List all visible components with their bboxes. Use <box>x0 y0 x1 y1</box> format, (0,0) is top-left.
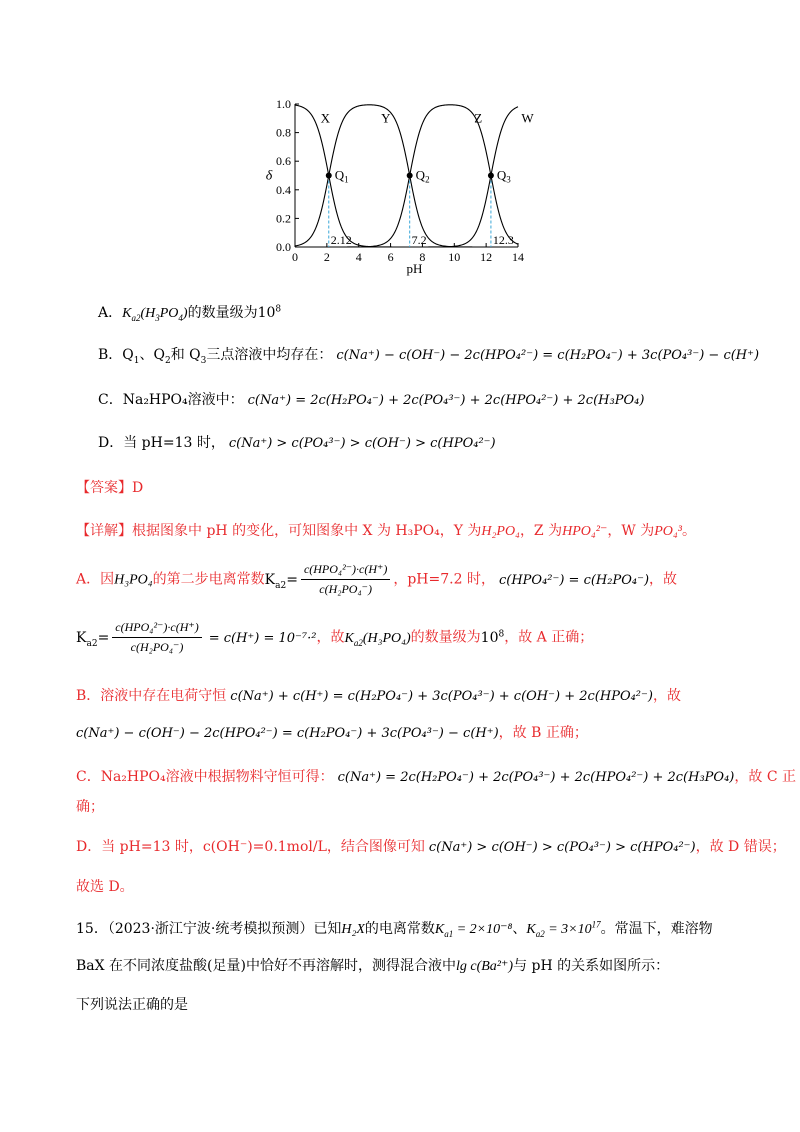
y-tick-label: 0.0 <box>276 240 291 254</box>
option-b-prefix: B． <box>98 347 123 363</box>
series-label-w: W <box>521 110 534 126</box>
q2-point <box>407 173 413 179</box>
expl-a-mag-base: 10 <box>480 629 499 646</box>
expl-a-p6: 的数量级为 <box>410 629 481 646</box>
expl-a-ka-k: K <box>264 571 276 588</box>
expl-d-p2: ，故 D 错误； <box>695 839 786 855</box>
q2-label-sub: 2 <box>425 174 430 185</box>
q15-source: （2023·浙江宁波·统考模拟预测）已知 <box>107 921 342 937</box>
x-axis-label: pH <box>406 261 423 276</box>
expl-b-line2 <box>76 722 588 742</box>
detail-z-species: HPO₄²⁻ <box>562 524 608 539</box>
q1-point <box>326 173 332 179</box>
q15-ka2-val: = 3×10 <box>548 922 592 937</box>
expl-a-p1: A．因 <box>76 571 115 588</box>
q15-ka1-sub: a1 <box>444 928 454 939</box>
q15-number: 15． <box>76 921 108 937</box>
expl-d-eq: c(Na⁺) > c(OH⁻) > c(PO₄³⁻) > c(HPO₄²⁻) <box>428 840 696 855</box>
x-tick-label: 8 <box>419 250 426 264</box>
x-tick-label: 0 <box>292 250 298 264</box>
expl-a-frac2-den: c(H₂PO₄⁻) <box>130 640 184 654</box>
expl-a-ka-expr <box>344 631 410 646</box>
expl-a-ka-expr-sub: a2 <box>353 637 363 648</box>
expl-a-p7: ，故 A 正确； <box>504 629 594 646</box>
q15-ka2-k: K <box>526 922 536 937</box>
y-tick-label: 0.6 <box>276 154 291 169</box>
y-tick-label: 0.2 <box>276 211 291 226</box>
detail-intro: 根据图象中 pH 的变化，可知图象中 X 为 H₃PO₄，Y 为 <box>132 523 482 539</box>
q2-x-label: 7.2 <box>411 233 427 247</box>
q2-label: $Q_2$ <box>415 167 430 185</box>
q15-sep: 、 <box>512 921 527 937</box>
x-tick-label: 10 <box>448 250 461 264</box>
option-c <box>98 389 644 409</box>
expl-a-fraction <box>301 562 390 597</box>
q3-label-sub: 3 <box>506 174 511 185</box>
y-tick-label: 0.4 <box>276 182 291 197</box>
option-b-formula: c(Na⁺) − c(OH⁻) − 2c(HPO₄²⁻) = c(H₂PO₄⁻) + 3c(PO₄³⁻) − c(H⁺) <box>336 348 760 363</box>
detail-w-species: PO₄³ <box>654 524 682 539</box>
expl-a-fraction2 <box>112 620 201 655</box>
option-c-formula: c(Na⁺) = 2c(H₂PO₄⁻) + 2c(PO₄³⁻) + 2c(HPO₄²⁻) + 2c(H₃PO₄) <box>247 393 645 408</box>
option-a-ka-sub: a2 <box>131 312 141 323</box>
expl-a-ka-expr-k: K <box>344 630 354 646</box>
option-b-q: Q <box>122 347 134 363</box>
expl-a-ka2-sub: a2 <box>86 638 98 649</box>
q15-ka1-val: = 2×10⁻⁸ <box>456 922 513 937</box>
expl-a-ka2: $K_{a2}=$ <box>76 629 110 649</box>
expl-a-ka-sub: a2 <box>275 580 287 591</box>
series-label-y: Y <box>381 110 391 126</box>
option-a-text: 的数量级为10 <box>187 305 276 321</box>
distribution-chart <box>255 92 555 282</box>
expl-a-ka-expr-tail: (H₃PO₄) <box>362 630 411 646</box>
option-d-cond: 当 pH=13 时， <box>123 435 225 451</box>
q15-line2a: BaX 在不同浓度盐酸(足量)中恰好不再溶解时，测得混合液中 <box>76 958 456 974</box>
y-tick-label: 1.0 <box>276 97 291 111</box>
q1-x-label: 2.12 <box>330 233 352 247</box>
expl-a-ka2-k: K <box>76 629 87 646</box>
option-c-prefix: C． <box>98 392 123 408</box>
option-a <box>98 302 281 323</box>
conclusion: 故选 D。 <box>76 879 134 895</box>
q15-line2b: 与 pH 的关系如图所示： <box>513 958 670 974</box>
q15-line3: 下列说法正确的是 <box>76 997 188 1013</box>
option-b-s2: 2 <box>165 355 171 366</box>
q15-line2 <box>76 955 669 975</box>
expl-b-p3: ，故 B 正确； <box>498 725 588 741</box>
detail-end: 。 <box>681 523 696 539</box>
x-tick-label: 14 <box>512 250 524 264</box>
expl-a-line2-tail: = c(H⁺) = 10⁻⁷·² <box>208 630 317 646</box>
detail-w-text: ，W 为 <box>607 523 655 539</box>
q15-ka1 <box>435 922 513 937</box>
option-d <box>98 432 496 452</box>
option-a-acid: $(H_3PO_4)$ <box>140 306 188 323</box>
option-d-prefix: D． <box>98 435 124 451</box>
option-a-exp: 8 <box>275 304 282 315</box>
expl-a-acid: H₃PO₄ <box>114 572 153 588</box>
x-tick-label: 6 <box>387 250 394 264</box>
option-b-mid1: 、Q <box>139 347 165 363</box>
option-b-mid2: 和 Q <box>170 347 201 363</box>
expl-c-eq: c(Na⁺) = 2c(H₂PO₄⁻) + 2c(PO₄³⁻) + 2c(HPO₄²⁻) + 2c(H₃PO₄) <box>337 770 735 785</box>
q3-x-label: 12.3 <box>492 233 514 247</box>
option-c-salt: Na₂HPO₄溶液中： <box>122 392 244 408</box>
expl-a-frac-den: c(H₂PO₄⁻) <box>319 582 372 596</box>
expl-b-p2: ，故 <box>652 688 681 704</box>
expl-c-line1 <box>76 766 796 786</box>
q1-label: $Q_1$ <box>334 167 349 185</box>
x-tick-label: 2 <box>323 250 330 264</box>
x-tick-label: 4 <box>355 250 362 264</box>
detail-z-text: ，Z 为 <box>519 523 563 539</box>
expl-a-p2: 的第二步电离常数 <box>152 571 265 588</box>
expl-c-p1: C．Na₂HPO₄溶液中根据物料守恒可得： <box>76 769 334 785</box>
expl-a-mag <box>481 630 505 646</box>
option-a-prefix: A． <box>98 305 123 321</box>
expl-b-p1: B．溶液中存在电荷守恒 <box>76 688 227 704</box>
expl-a-eq1: c(HPO₄²⁻) = c(H₂PO₄⁻) <box>498 572 650 588</box>
expl-a-p3: ，pH=7.2 时， <box>393 571 495 588</box>
q3-label: $Q_3$ <box>496 167 511 185</box>
expl-a-frac-num: c(HPO₄²⁻)·c(H⁺) <box>301 562 390 580</box>
q3-point <box>488 173 494 179</box>
x-tick-label: 12 <box>480 250 493 264</box>
detail-y-species: H₂PO₄ <box>481 524 520 539</box>
expl-c-p2: ，故 C 正 <box>734 769 796 785</box>
y-tick-label: 0.8 <box>276 125 291 140</box>
series-label-z: Z <box>474 110 483 126</box>
option-a-ka: K <box>122 306 132 321</box>
detail-line <box>76 520 696 540</box>
expl-b-eq2: c(Na⁺) − c(OH⁻) − 2c(HPO₄²⁻) = c(H₂PO₄⁻) + 3c(PO₄³⁻) − c(H⁺) <box>76 726 499 741</box>
q15-line1 <box>76 918 713 939</box>
expl-a-line1 <box>76 562 677 597</box>
q15-ka2 <box>526 919 601 939</box>
expl-d-p1: D．当 pH=13 时，c(OH⁻)=0.1mol/L，结合图像可知 <box>76 839 425 855</box>
q15-p1: 的电离常数 <box>364 921 435 937</box>
expl-a-mag-exp: 8 <box>498 628 505 639</box>
expl-a-ka: $K_{a2}=$ <box>264 571 298 591</box>
series-label-x: X <box>320 110 330 126</box>
expl-a-p5: ，故 <box>316 629 345 646</box>
q15-ka1-k: K <box>434 922 445 937</box>
answer: 【答案】D <box>76 480 144 496</box>
q15-lg: lg c(Ba²⁺) <box>455 959 514 974</box>
expl-c-line2: 确； <box>76 799 104 815</box>
expl-b-line1 <box>76 685 681 705</box>
expl-a-p4: ，故 <box>649 571 678 588</box>
chart-svg <box>255 92 555 282</box>
expl-a-line2 <box>76 620 593 655</box>
q1-label-sub: 1 <box>344 174 349 185</box>
q15-ka2-exp: 17 <box>591 919 601 930</box>
expl-a-frac2-num: c(HPO₄²⁻)·c(H⁺) <box>112 620 201 638</box>
y-axis-label: δ <box>265 168 273 184</box>
expl-d-line <box>76 836 786 856</box>
detail-label: 【详解】 <box>76 523 132 539</box>
option-b-s1: 1 <box>133 355 140 366</box>
option-b-s3: 3 <box>200 355 207 366</box>
q15-p2: 。常温下，难溶物 <box>600 921 713 937</box>
q15-acid: H₂X <box>341 922 365 937</box>
option-b-tail: 三点溶液中均存在： <box>206 347 333 363</box>
option-b <box>98 344 759 366</box>
option-d-formula: c(Na⁺) > c(PO₄³⁻) > c(OH⁻) > c(HPO₄²⁻) <box>228 436 496 451</box>
q15-ka2-sub: a2 <box>535 928 545 939</box>
expl-b-eq1: c(Na⁺) + c(H⁺) = c(H₂PO₄⁻) + 3c(PO₄³⁻) + c(OH⁻) + 2c(HPO₄²⁻) <box>230 689 653 704</box>
